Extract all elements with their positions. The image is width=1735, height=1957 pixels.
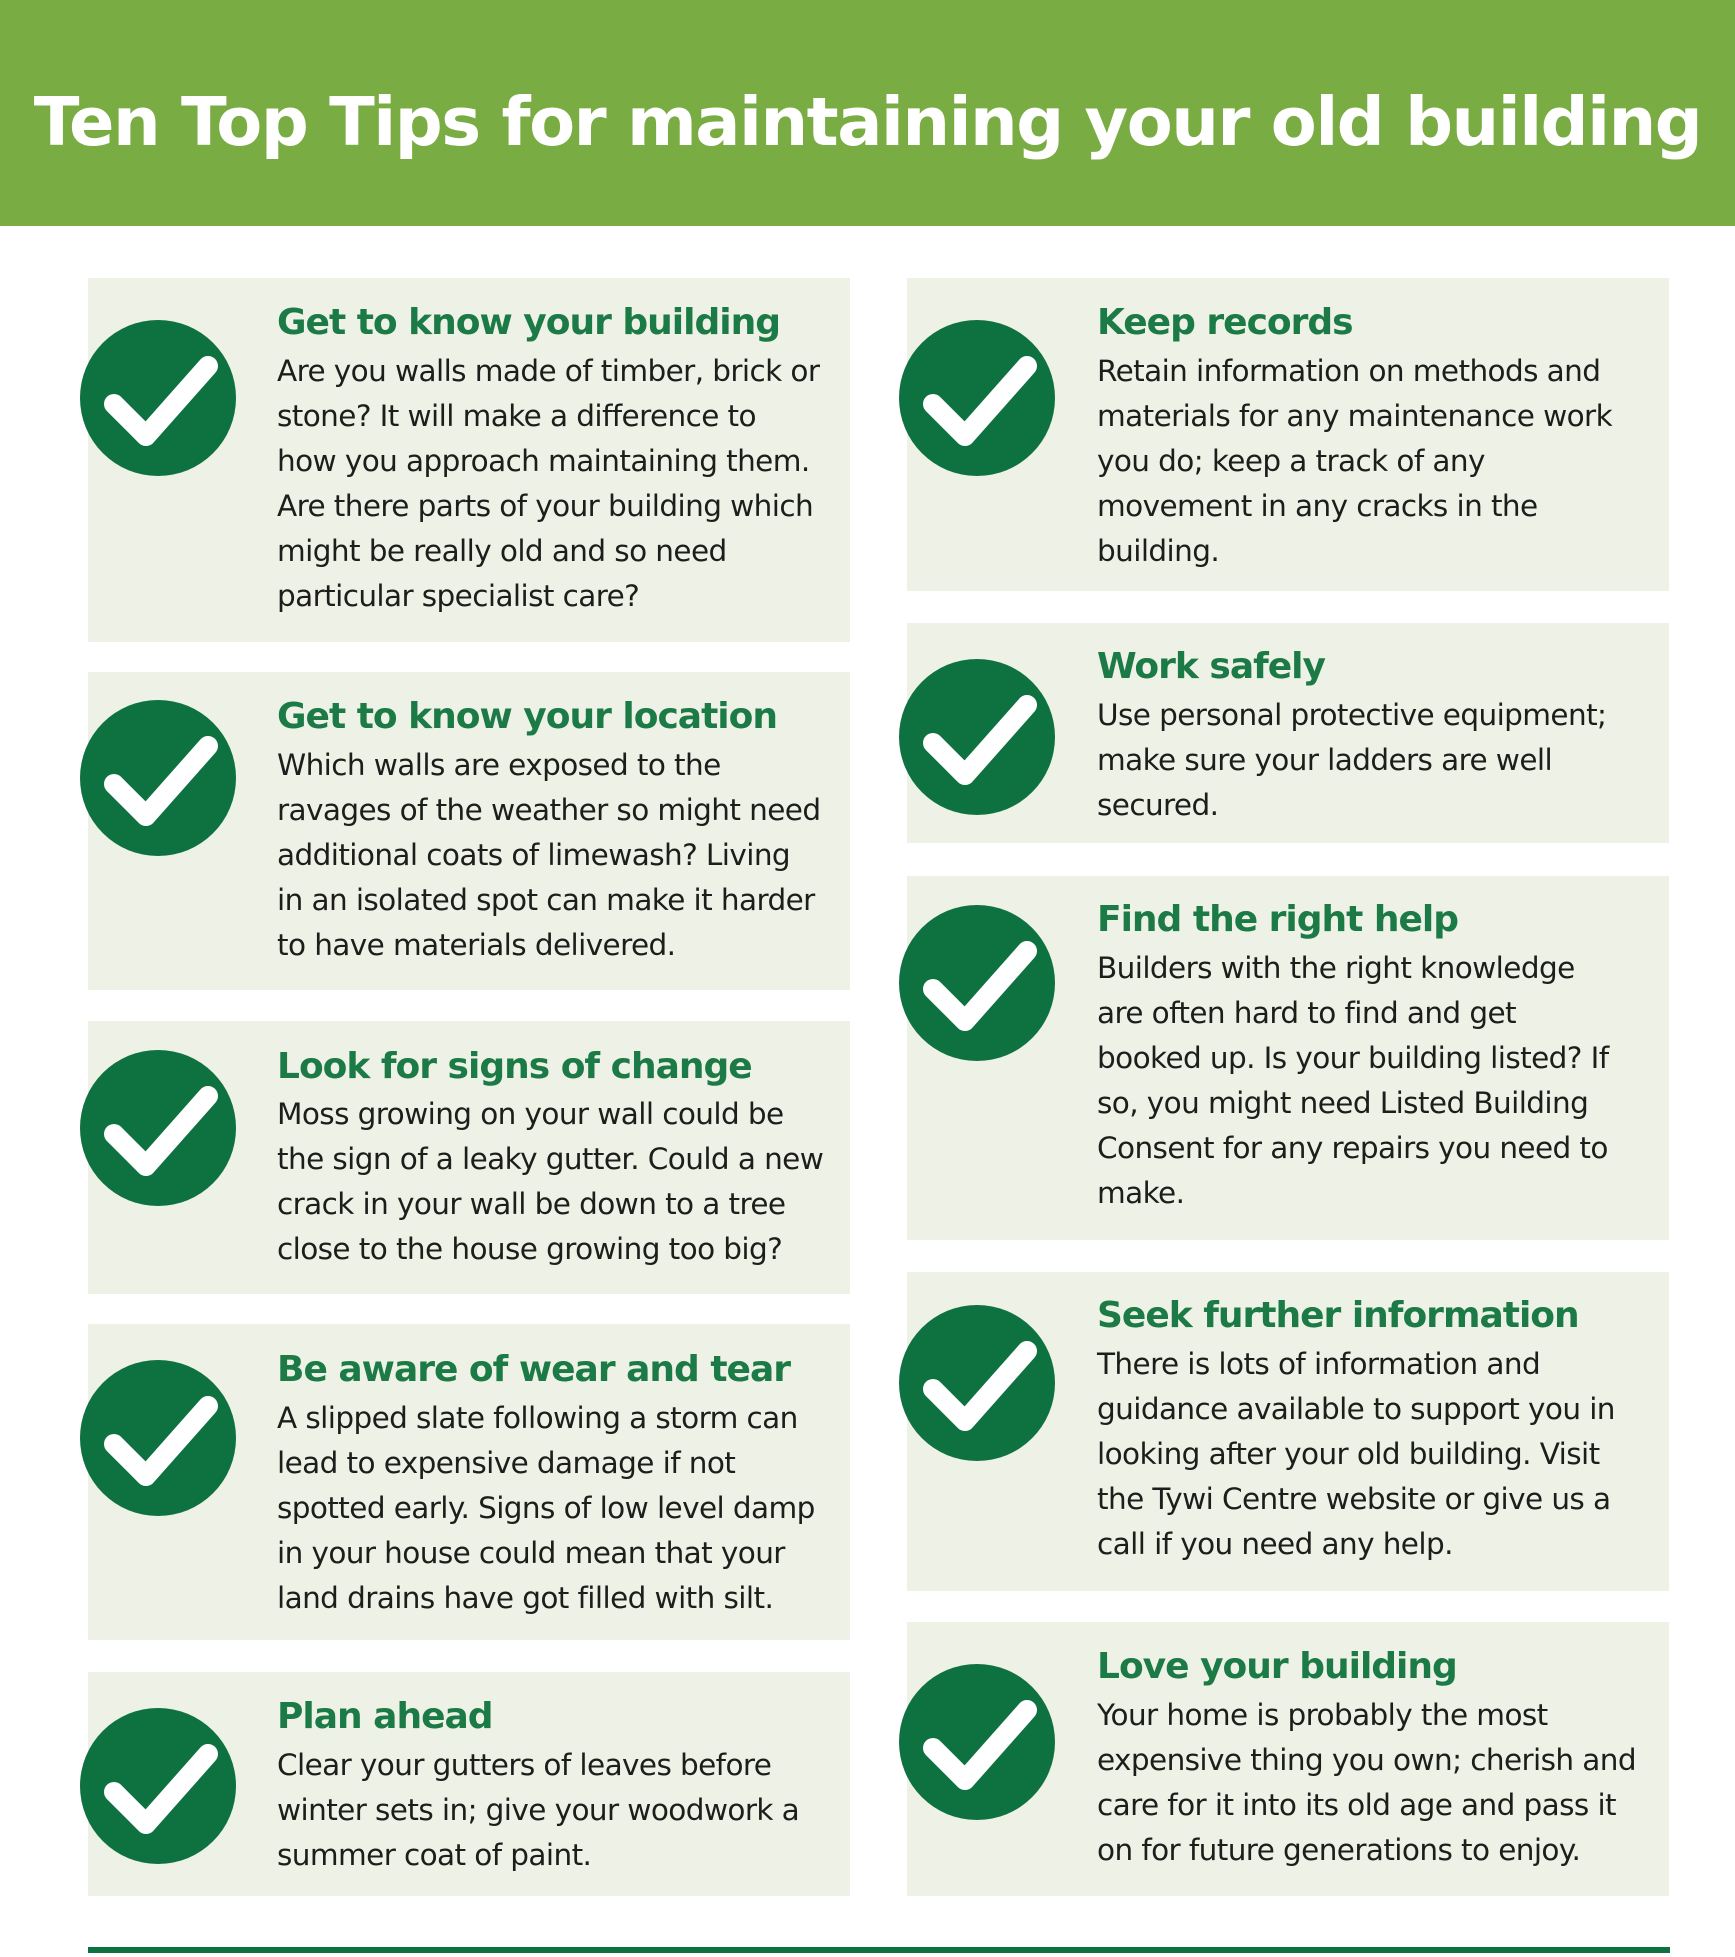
- check-mark-icon: [80, 1050, 236, 1206]
- check-mark-icon: [80, 1360, 236, 1516]
- tip-title: Find the right help: [1097, 899, 1459, 940]
- header-banner: [0, 0, 1735, 226]
- check-mark-icon: [899, 659, 1055, 815]
- tip-title: Love your building: [1097, 1646, 1457, 1687]
- tip-title: Work safely: [1097, 646, 1325, 687]
- tip-text: There is lots of information and guidance available to support you in looking after your old building. Visit the Tywi Centre website or give us a call if you need any help.: [1097, 1347, 1615, 1561]
- page-title: Ten Top Tips for maintaining your old building: [33, 83, 1702, 161]
- check-mark-icon: [80, 1708, 236, 1864]
- check-mark-icon: [899, 320, 1055, 476]
- tip-text: Clear your gutters of leaves before winter sets in; give your woodwork a summer coat of paint.: [277, 1748, 800, 1872]
- tip-title: Be aware of wear and tear: [277, 1349, 791, 1390]
- check-mark-icon: [80, 700, 236, 856]
- tip-title: Look for signs of change: [277, 1046, 752, 1087]
- tip-text: Are you walls made of timber, brick or stone? It will make a difference to how you approach maintaining them. Are there parts of your building which might be really old and so need particular specialist care?: [277, 354, 820, 613]
- tip-text: Retain information on methods and materials for any maintenance work you do; keep a track of any movement in any cracks in the building.: [1097, 354, 1613, 568]
- check-mark-icon: [899, 1305, 1055, 1461]
- tip-text: Which walls are exposed to the ravages of the weather so might need additional coats of limewash? Living in an isolated spot can make it harder to have materials delivered.: [277, 748, 821, 962]
- tip-title: Get to know your location: [277, 696, 778, 737]
- tip-title: Keep records: [1097, 302, 1353, 343]
- tip-title: Get to know your building: [277, 302, 780, 343]
- check-mark-icon: [899, 905, 1055, 1061]
- tip-title: Plan ahead: [277, 1696, 493, 1737]
- tip-text: Your home is probably the most expensive thing you own; cherish and care for it into its old age and pass it on for future generations to enjoy.: [1097, 1698, 1636, 1867]
- tip-text: Use personal protective equipment; make sure your ladders are well secured.: [1097, 698, 1607, 822]
- tip-text: Moss growing on your wall could be the sign of a leaky gutter. Could a new crack in your wall be down to a tree close to the house growing too big?: [277, 1097, 824, 1266]
- check-mark-icon: [80, 320, 236, 476]
- footer-divider: [88, 1947, 1670, 1953]
- check-mark-icon: [899, 1664, 1055, 1820]
- tip-title: Seek further information: [1097, 1295, 1579, 1336]
- tip-text: Builders with the right knowledge are often hard to find and get booked up. Is your building listed? If so, you might need Listed Building Consent for any repairs you need to make.: [1097, 951, 1609, 1210]
- tip-text: A slipped slate following a storm can lead to expensive damage if not spotted early. Signs of low level damp in your house could mean that your land drains have got filled with silt.: [277, 1401, 815, 1615]
